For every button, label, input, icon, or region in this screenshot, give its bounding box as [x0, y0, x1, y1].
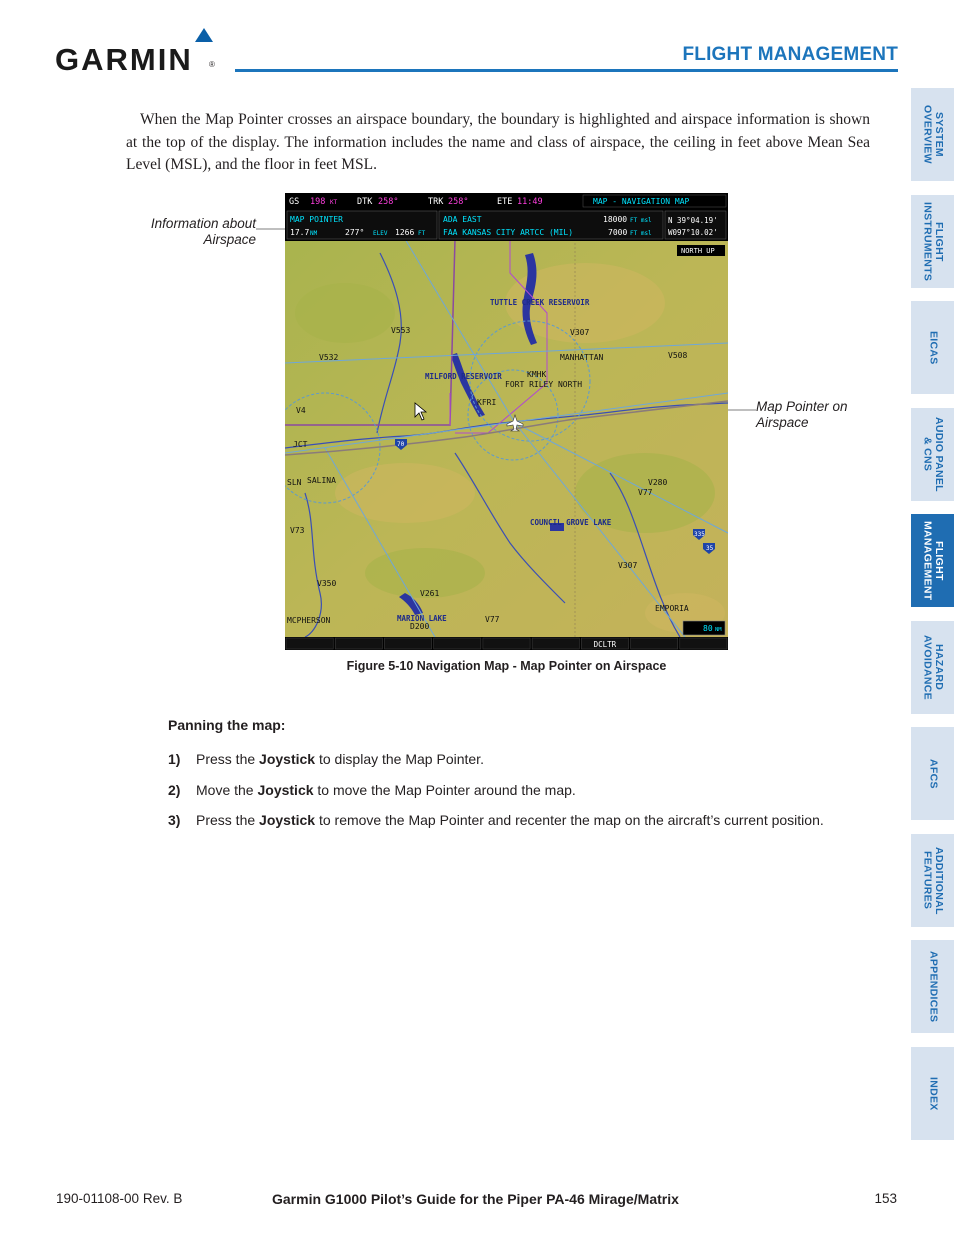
airway-v350: V350 — [317, 579, 337, 588]
procedure-step — [168, 812, 824, 828]
label-emporia: EMPORIA — [655, 604, 689, 613]
tab-index[interactable] — [911, 1047, 954, 1140]
logo-triangle-icon — [195, 28, 213, 42]
floor-unit: FT msl — [630, 230, 652, 237]
step-text-pre: Press the — [196, 812, 260, 828]
tab-label: SYSTEM OVERVIEW — [921, 105, 945, 164]
airway-v77-south: V77 — [485, 615, 500, 624]
shield-335: 335 — [694, 531, 705, 538]
label-marion: MARION LAKE — [397, 614, 447, 623]
tab-label: FLIGHT INSTRUMENTS — [921, 201, 945, 282]
pointer-dist-unit: NM — [310, 230, 318, 237]
map-range-unit: NM — [715, 627, 722, 633]
guide-title: Garmin G1000 Pilot’s Guide for the Piper PA-46 Mirage/Matrix — [272, 1191, 679, 1207]
tab-eicas[interactable] — [911, 301, 954, 394]
airspace-ceiling: 18000 — [603, 215, 628, 224]
pointer-title: MAP POINTER — [290, 215, 343, 224]
callout-map-pointer: Map Pointer on Airspace — [756, 399, 848, 430]
shield-35: 35 — [706, 545, 714, 552]
airspace-name: ADA EAST — [443, 215, 482, 224]
softkey-9[interactable] — [680, 638, 727, 649]
airway-v307: V307 — [570, 328, 590, 337]
airway-v73: V73 — [290, 526, 305, 535]
pointer-distance: 17.7 — [290, 228, 310, 237]
gs-unit: KT — [330, 199, 338, 206]
label-mcpherson: MCPHERSON — [287, 616, 331, 625]
step-text-pre: Press the — [196, 751, 260, 767]
page-title: MAP - NAVIGATION MAP — [593, 197, 690, 206]
tab-audio-panel-cns[interactable] — [911, 408, 954, 501]
orientation-label: NORTH UP — [681, 247, 715, 255]
airway-v280: V280 — [648, 478, 668, 487]
tab-flight-instruments[interactable] — [911, 195, 954, 288]
label-manhattan: MANHATTAN — [560, 353, 604, 362]
tab-flight-management[interactable] — [911, 514, 954, 607]
step-key: Joystick — [259, 751, 316, 767]
label-sln: SLN — [287, 478, 302, 487]
airspace-floor: 7000 — [608, 228, 628, 237]
airway-v532: V532 — [319, 353, 339, 362]
header-rule — [235, 69, 898, 72]
elev-label: ELEV — [373, 230, 388, 237]
logo-registered-mark: ® — [209, 60, 215, 69]
procedure-step — [168, 751, 484, 767]
pointer-bearing: 277° — [345, 228, 365, 237]
tab-label: ADDITIONAL FEATURES — [921, 846, 945, 915]
section-title: FLIGHT MANAGEMENT — [682, 44, 898, 65]
airway-v77: V77 — [638, 488, 653, 497]
label-milford: MILFORD RESERVOIR — [425, 372, 502, 381]
label-fort-riley: FORT RILEY NORTH — [505, 380, 583, 389]
ete-value: 11:49 — [517, 197, 543, 207]
step-text-post: to display the Map Pointer. — [315, 751, 484, 767]
garmin-logo — [55, 28, 220, 76]
tab-label: HAZARD AVOIDANCE — [921, 635, 945, 700]
elev-unit: FT — [418, 230, 426, 237]
tab-label: FLIGHT MANAGEMENT — [921, 520, 945, 601]
softkey-row — [286, 638, 727, 649]
tab-label: AUDIO PANEL & CNS — [921, 417, 945, 492]
tab-label: EICAS — [927, 330, 940, 365]
softkey-2[interactable] — [335, 638, 382, 649]
airspace-facility: FAA KANSAS CITY ARTCC (MIL) — [443, 228, 574, 237]
navigation-map-figure — [285, 193, 728, 650]
label-salina: SALINA — [307, 476, 336, 485]
tab-system-overview[interactable] — [911, 88, 954, 181]
airway-v553: V553 — [391, 326, 411, 335]
procedure-heading: Panning the map: — [168, 717, 286, 733]
step-text-post: to remove the Map Pointer and recenter the map on the aircraft’s current position. — [315, 812, 824, 828]
gs-label: GS — [289, 197, 300, 207]
airway-v508: V508 — [668, 351, 688, 360]
tab-afcs[interactable] — [911, 727, 954, 820]
label-fri: KFRI — [477, 398, 497, 407]
label-jct: JCT — [293, 440, 308, 449]
softkey-5[interactable] — [483, 638, 530, 649]
procedure-step — [168, 782, 576, 798]
softkey-4[interactable] — [434, 638, 481, 649]
softkey-label: DCLTR — [593, 640, 617, 649]
trk-value: 258° — [448, 197, 469, 207]
step-text-post: to move the Map Pointer around the map. — [313, 782, 576, 798]
pointer-longitude: W097°10.02' — [668, 228, 718, 237]
gs-value: 198 — [310, 197, 326, 207]
map-range: 80 — [703, 624, 713, 633]
airway-v261: V261 — [420, 589, 440, 598]
tab-label: INDEX — [927, 1076, 940, 1111]
trk-label: TRK — [428, 197, 444, 207]
softkey-1[interactable] — [286, 638, 333, 649]
logo-wordmark: GARMIN — [55, 42, 193, 77]
label-mhk: KMHK — [527, 370, 547, 379]
step-text-pre: Move the — [196, 782, 258, 798]
tab-hazard-avoidance[interactable] — [911, 621, 954, 714]
callout-airspace-info: Information about Airspace — [150, 216, 256, 247]
dtk-label: DTK — [357, 197, 373, 207]
step-key: Joystick — [257, 782, 314, 798]
step-number: 3) — [168, 812, 181, 828]
shield-70: 70 — [397, 441, 405, 448]
softkey-6[interactable] — [532, 638, 579, 649]
tab-label: APPENDICES — [927, 950, 940, 1023]
airway-v307-south: V307 — [618, 561, 638, 570]
ete-label: ETE — [497, 197, 513, 207]
page-number: 153 — [874, 1191, 897, 1206]
label-d200: D200 — [410, 622, 430, 631]
label-council-grove: COUNCIL GROVE LAKE — [530, 518, 612, 527]
doc-number: 190-01108-00 Rev. B — [56, 1191, 183, 1206]
elev-value: 1266 — [395, 228, 415, 237]
softkey-8[interactable] — [631, 638, 678, 649]
pointer-latitude: N 39°04.19' — [668, 216, 718, 225]
dtk-value: 258° — [378, 197, 399, 207]
step-number: 1) — [168, 751, 181, 767]
step-number: 2) — [168, 782, 181, 798]
step-key: Joystick — [259, 812, 316, 828]
label-tuttle-creek: TUTTLE CREEK RESERVOIR — [490, 298, 590, 307]
softkey-3[interactable] — [384, 638, 431, 649]
tab-additional-features[interactable] — [911, 834, 954, 927]
airway-v4: V4 — [296, 406, 306, 415]
tab-appendices[interactable] — [911, 940, 954, 1033]
intro-paragraph: When the Map Pointer crosses an airspace boundary, the boundary is highlighted and airspace information is shown at the top of the display. The information includes the name and class of airspace, the ceiling in feet above Mean Sea Level (MSL), and the floor in feet MSL. — [126, 111, 870, 173]
figure-caption: Figure 5-10 Navigation Map - Map Pointer on Airspace — [346, 659, 667, 673]
tab-label: AFCS — [927, 758, 940, 789]
ceiling-unit: FT msl — [630, 217, 652, 224]
